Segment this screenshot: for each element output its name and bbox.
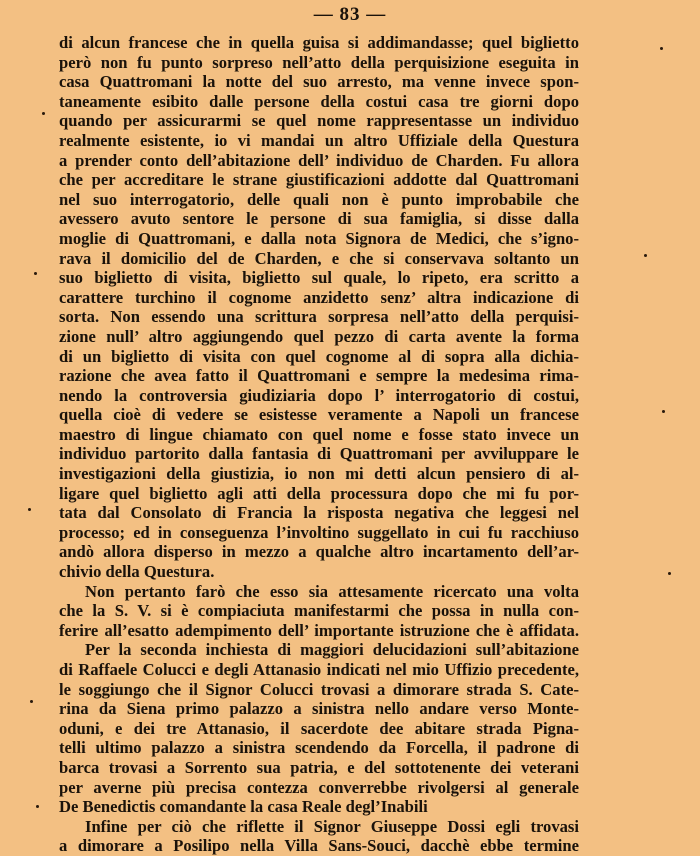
text-line: oduni, e dei tre Attanasio, il sacerdote dee abitare strada Pigna- [59,718,579,738]
ink-speck [668,572,671,575]
text-line: di un biglietto di visita con quel cognome al di sopra alla dichia- [59,346,579,366]
text-line: rava il domicilio del de Charden, e che si conservava soltanto un [59,248,579,268]
text-line: zione null’ altro aggiungendo quel pezzo di carta avente la forma [59,326,579,346]
text-line: realmente esistente, io vi mandai un altro Uffiziale della Questura [59,130,579,150]
text-line: ferire all’esatto adempimento dell’ importante istruzione che è affidata. [59,620,579,640]
ink-speck [30,700,33,703]
page-number: — 83 — [313,4,387,25]
text-line: chivio della Questura. [59,562,215,582]
text-line: andò allora disperso in mezzo a qualche altro incartamento dell’ar- [59,542,579,562]
ink-speck [28,508,31,511]
text-line: avessero avuto sentore le persone di sua famiglia, si disse dalla [59,209,579,229]
text-line: quella cioè di vedere se esistesse veramente a Napoli un francese [59,405,579,425]
text-line: tata dal Consolato di Francia la risposta negativa che leggesi nel [59,503,579,523]
text-line: suo biglietto di visita, biglietto sul quale, lo ripeto, era scritto a [59,268,579,288]
text-line: carattere turchino il cognome anzidetto senz’ altra indicazione di [59,287,579,307]
ink-speck [644,254,647,257]
text-line: a dimorare a Posilipo nella Villa Sans-Souci, dacchè ebbe termine [59,836,579,856]
text-line: razione che avea fatto il Quattromani e sempre la medesima rima- [59,366,579,386]
ink-speck [42,112,45,115]
text-line: Non pertanto farò che esso sia attesamente ricercato una volta [85,581,579,601]
text-line: casa Quattromani la notte del suo arresto, ma venne invece spon- [59,72,579,92]
text-line: taneamente esibito dalle persone della costui casa tre giorni dopo [59,91,579,111]
text-line: maestro di lingue chiamato con quel nome e fosse stato invece un [59,424,579,444]
text-line: individuo partorito dalla fantasia di Quattromani per avviluppare le [59,444,579,464]
text-line: nendo la controversia giudiziaria dopo l’ interrogatorio di costui, [59,385,579,405]
text-line: moglie di Quattromani, e dalla nota Signora de Medici, che s’igno- [59,228,579,248]
text-line: processo; ed in conseguenza l’involtino suggellato in cui fu racchiuso [59,522,579,542]
text-line: quando per assicurarmi se quel nome rappresentasse un individuo [59,111,579,131]
text-line: sorta. Non essendo una scrittura sorpresa nell’atto della perquisi- [59,307,579,327]
ink-speck [662,410,665,413]
text-line: Infine per ciò che riflette il Signor Giuseppe Dossi egli trovasi [85,816,579,836]
text-line: De Benedictis comandante la casa Reale degl’Inabili [59,797,428,817]
text-line: che per accreditare le strane giustificazioni addotte dal Quattromani [59,170,579,190]
text-line: nel suo interrogatorio, delle quali non è punto improbabile che [59,189,579,209]
text-line: ligare quel biglietto agli atti della processura dopo che mi fu por- [59,483,579,503]
text-line: di Raffaele Colucci e degli Attanasio indicati nel mio Uffizio precedente, [59,660,579,679]
text-line: rina da Siena primo palazzo a sinistra nello andare verso Monte- [59,699,579,719]
text-line: investigazioni della giustizia, io non mi detti alcun pensiero di al- [59,464,579,484]
text-line: telli ultimo palazzo a sinistra scendendo da Forcella, il padrone di [59,738,579,758]
text-line: però non fu punto sorpreso nell’atto della perquisizione eseguita in [59,52,579,72]
text-line: a prender conto dell’abitazione dell’ individuo de Charden. Fu allora [59,150,579,170]
ink-speck [34,272,37,275]
text-line: per averne più precisa contezza converrebbe rivolgersi al generale [59,777,579,797]
text-line: barca trovasi a Sorrento sua patria, e del sottotenente dei veterani [59,757,579,777]
body-text [59,33,579,856]
text-line: di alcun francese che in quella guisa si addimandasse; quel biglietto [59,33,579,52]
text-line: che la S. V. si è compiaciuta manifestarmi che possa in nulla con- [59,601,579,621]
ink-speck [660,47,663,50]
ink-speck [36,805,39,808]
text-line: le soggiungo che il Signor Colucci trovasi a dimorare strada S. Cate- [59,679,579,699]
text-line: Per la seconda inchiesta di maggiori delucidazioni sull’abitazione [85,640,579,660]
